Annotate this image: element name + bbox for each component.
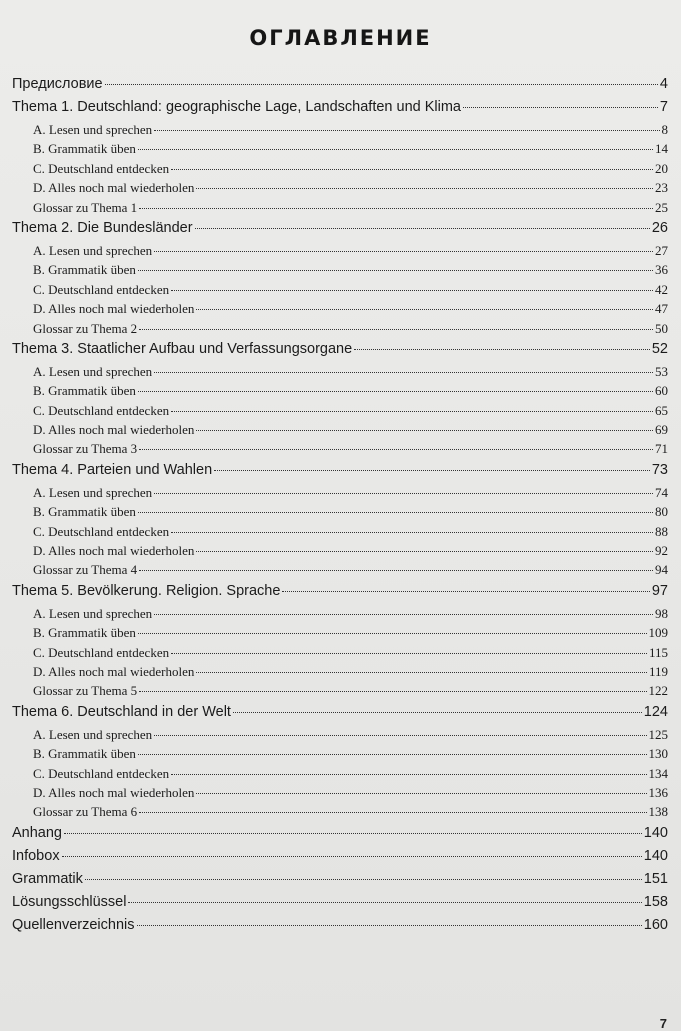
toc-chapter-entry [12, 99, 668, 122]
toc-entry-page: 140 [643, 824, 668, 841]
toc-entry-page: 25 [655, 199, 668, 215]
toc-entry-page: 115 [648, 644, 668, 660]
toc-entry-page: 20 [655, 160, 668, 176]
toc-section-entry [12, 282, 668, 301]
dot-leader [195, 228, 650, 229]
toc-entry-label: B. Grammatik üben [33, 383, 136, 399]
toc-chapter-entry [12, 704, 668, 727]
dot-leader [138, 512, 653, 513]
toc-section-entry [12, 485, 668, 504]
toc-entry-label: D. Alles noch mal wiederholen [33, 784, 195, 800]
dot-leader [196, 793, 646, 794]
toc-entry-page: 92 [655, 543, 668, 559]
toc-entry-page: 98 [655, 605, 668, 621]
dot-leader [171, 532, 653, 533]
toc-entry-label: Anhang [12, 824, 62, 841]
toc-entry-page: 134 [648, 765, 668, 781]
toc-entry-page: 158 [643, 893, 668, 910]
toc-entry-label: D. Alles noch mal wiederholen [33, 543, 195, 559]
toc-section-entry [12, 180, 668, 199]
toc-entry-label: C. Deutschland entdecken [33, 644, 170, 660]
page-number: 7 [659, 1016, 667, 1031]
dot-leader [64, 833, 642, 834]
toc-entry-page: 94 [655, 562, 668, 578]
dot-leader [139, 812, 646, 813]
toc-entry-label: Glossar zu Thema 1 [33, 199, 138, 215]
dot-leader [85, 879, 642, 880]
toc-entry-label: Lösungsschlüssel [12, 893, 127, 910]
toc-section-entry [12, 664, 668, 683]
toc-entry-label: Infobox [12, 847, 60, 864]
dot-leader [354, 349, 650, 350]
toc-entry-label: D. Alles noch mal wiederholen [33, 180, 195, 196]
toc-entry-page: 52 [651, 340, 668, 357]
toc-section-entry [12, 122, 668, 141]
toc-entry-page: 71 [655, 441, 668, 457]
toc-entry-page: 27 [655, 242, 668, 258]
dot-leader [171, 653, 647, 654]
toc-entry-page: 119 [648, 663, 668, 679]
toc-entry-label: A. Lesen und sprechen [33, 605, 153, 621]
toc-chapter-entry [12, 917, 668, 940]
toc-entry-page: 124 [643, 703, 668, 720]
dot-leader [154, 372, 653, 373]
toc-entry-page: 109 [648, 625, 668, 641]
toc-entry-label: A. Lesen und sprechen [33, 484, 153, 500]
toc-chapter-entry [12, 871, 668, 894]
dot-leader [154, 130, 659, 131]
dot-leader [171, 290, 653, 291]
toc-entry-page: 97 [651, 582, 668, 599]
toc-section-entry [12, 301, 668, 320]
toc-chapter-entry [12, 462, 668, 485]
toc-entry-page: 36 [655, 262, 668, 278]
toc-entry-page: 138 [648, 804, 668, 820]
toc-entry-page: 125 [648, 726, 668, 742]
toc-entry-label: C. Deutschland entdecken [33, 160, 170, 176]
dot-leader [154, 614, 653, 615]
toc-entry-label: D. Alles noch mal wiederholen [33, 663, 195, 679]
toc-entry-label: Предисловие [12, 76, 103, 92]
toc-entry-label: D. Alles noch mal wiederholen [33, 422, 195, 438]
toc-section-entry [12, 606, 668, 625]
dot-leader [138, 270, 653, 271]
toc-entry-label: Grammatik [12, 870, 83, 887]
dot-leader [139, 329, 653, 330]
toc-section-entry [12, 422, 668, 441]
toc-section-entry [12, 645, 668, 664]
toc-entry-page: 4 [659, 76, 668, 92]
toc-entry-label: B. Grammatik üben [33, 141, 136, 157]
dot-leader [105, 84, 658, 85]
toc-entry-page: 14 [655, 141, 668, 157]
toc-entry-page: 26 [651, 219, 668, 236]
dot-leader [139, 208, 653, 209]
toc-section-entry [12, 504, 668, 523]
toc-entry-label: Glossar zu Thema 2 [33, 320, 138, 336]
toc-entry-page: 151 [643, 870, 668, 887]
dot-leader [138, 633, 647, 634]
toc-entry-page: 69 [655, 422, 668, 438]
toc-entry-label: Glossar zu Thema 4 [33, 562, 138, 578]
toc-section-entry [12, 727, 668, 746]
dot-leader [62, 856, 642, 857]
toc-entry-label: B. Grammatik üben [33, 625, 136, 641]
toc-section-entry [12, 524, 668, 543]
dot-leader [139, 691, 646, 692]
toc-chapter-entry [12, 76, 668, 99]
toc-entry-label: B. Grammatik üben [33, 504, 136, 520]
toc-entry-page: 8 [661, 122, 668, 137]
page-title: ОГЛАВЛЕНИЕ [249, 26, 432, 50]
toc-chapter-entry [12, 825, 668, 848]
dot-leader [139, 570, 653, 571]
dot-leader [282, 591, 649, 592]
toc-section-entry [12, 403, 668, 422]
toc-section-entry [12, 364, 668, 383]
toc-entry-label: Thema 4. Parteien und Wahlen [12, 461, 213, 478]
dot-leader [138, 149, 653, 150]
dot-leader [214, 470, 650, 471]
toc-entry-page: 122 [648, 683, 668, 699]
dot-leader [196, 551, 653, 552]
dot-leader [154, 735, 646, 736]
toc-entry-label: Thema 6. Deutschland in der Welt [12, 703, 231, 720]
table-of-contents [12, 76, 668, 940]
toc-entry-label: Thema 2. Die Bundesländer [12, 219, 193, 236]
toc-entry-label: A. Lesen und sprechen [33, 363, 153, 379]
dot-leader [137, 925, 642, 926]
toc-section-entry [12, 441, 668, 460]
toc-section-entry [12, 746, 668, 765]
toc-entry-page: 47 [655, 301, 668, 317]
dot-leader [154, 493, 653, 494]
toc-section-entry [12, 200, 668, 219]
toc-entry-label: Glossar zu Thema 5 [33, 683, 138, 699]
toc-entry-label: Glossar zu Thema 6 [33, 804, 138, 820]
toc-entry-label: Quellenverzeichnis [12, 916, 135, 933]
toc-entry-label: Glossar zu Thema 3 [33, 441, 138, 457]
toc-entry-page: 7 [659, 99, 668, 115]
toc-section-entry [12, 804, 668, 823]
toc-entry-page: 136 [648, 784, 668, 800]
toc-entry-page: 60 [655, 383, 668, 399]
toc-chapter-entry [12, 341, 668, 364]
dot-leader [128, 902, 641, 903]
toc-section-entry [12, 161, 668, 180]
dot-leader [196, 309, 653, 310]
dot-leader [138, 754, 647, 755]
toc-entry-label: B. Grammatik üben [33, 262, 136, 278]
toc-entry-page: 73 [651, 461, 668, 478]
toc-entry-page: 80 [655, 504, 668, 520]
toc-section-entry [12, 625, 668, 644]
toc-entry-label: A. Lesen und sprechen [33, 242, 153, 258]
toc-entry-page: 160 [643, 916, 668, 933]
toc-section-entry [12, 543, 668, 562]
toc-entry-label: C. Deutschland entdecken [33, 765, 170, 781]
toc-entry-label: C. Deutschland entdecken [33, 402, 170, 418]
toc-entry-page: 140 [643, 847, 668, 864]
toc-entry-page: 50 [655, 320, 668, 336]
dot-leader [196, 430, 653, 431]
toc-entry-page: 65 [655, 402, 668, 418]
toc-entry-page: 53 [655, 363, 668, 379]
toc-section-entry [12, 321, 668, 340]
toc-entry-label: Thema 3. Staatlicher Aufbau und Verfassungsorgane [12, 340, 353, 357]
toc-entry-label: A. Lesen und sprechen [33, 726, 153, 742]
toc-entry-label: A. Lesen und sprechen [33, 122, 153, 137]
toc-chapter-entry [12, 220, 668, 243]
dot-leader [196, 672, 647, 673]
dot-leader [171, 169, 653, 170]
toc-entry-label: D. Alles noch mal wiederholen [33, 301, 195, 317]
toc-entry-page: 23 [655, 180, 668, 196]
toc-section-entry [12, 262, 668, 281]
dot-leader [138, 391, 653, 392]
toc-entry-page: 130 [648, 746, 668, 762]
toc-entry-label: Thema 5. Bevölkerung. Religion. Sprache [12, 582, 281, 599]
dot-leader [154, 251, 653, 252]
toc-entry-page: 42 [655, 281, 668, 297]
toc-section-entry [12, 785, 668, 804]
toc-entry-page: 88 [655, 523, 668, 539]
toc-section-entry [12, 766, 668, 785]
dot-leader [171, 774, 646, 775]
toc-entry-label: Thema 1. Deutschland: geographische Lage, Landschaften und Klima [12, 99, 461, 115]
toc-section-entry [12, 383, 668, 402]
toc-chapter-entry [12, 894, 668, 917]
dot-leader [139, 449, 653, 450]
toc-entry-label: C. Deutschland entdecken [33, 523, 170, 539]
toc-chapter-entry [12, 848, 668, 871]
dot-leader [196, 188, 653, 189]
toc-section-entry [12, 683, 668, 702]
toc-section-entry [12, 562, 668, 581]
toc-section-entry [12, 141, 668, 160]
toc-section-entry [12, 243, 668, 262]
toc-entry-page: 74 [655, 484, 668, 500]
dot-leader [233, 712, 642, 713]
dot-leader [463, 107, 658, 108]
toc-entry-label: C. Deutschland entdecken [33, 281, 170, 297]
toc-chapter-entry [12, 583, 668, 606]
toc-entry-label: B. Grammatik üben [33, 746, 136, 762]
dot-leader [171, 411, 653, 412]
